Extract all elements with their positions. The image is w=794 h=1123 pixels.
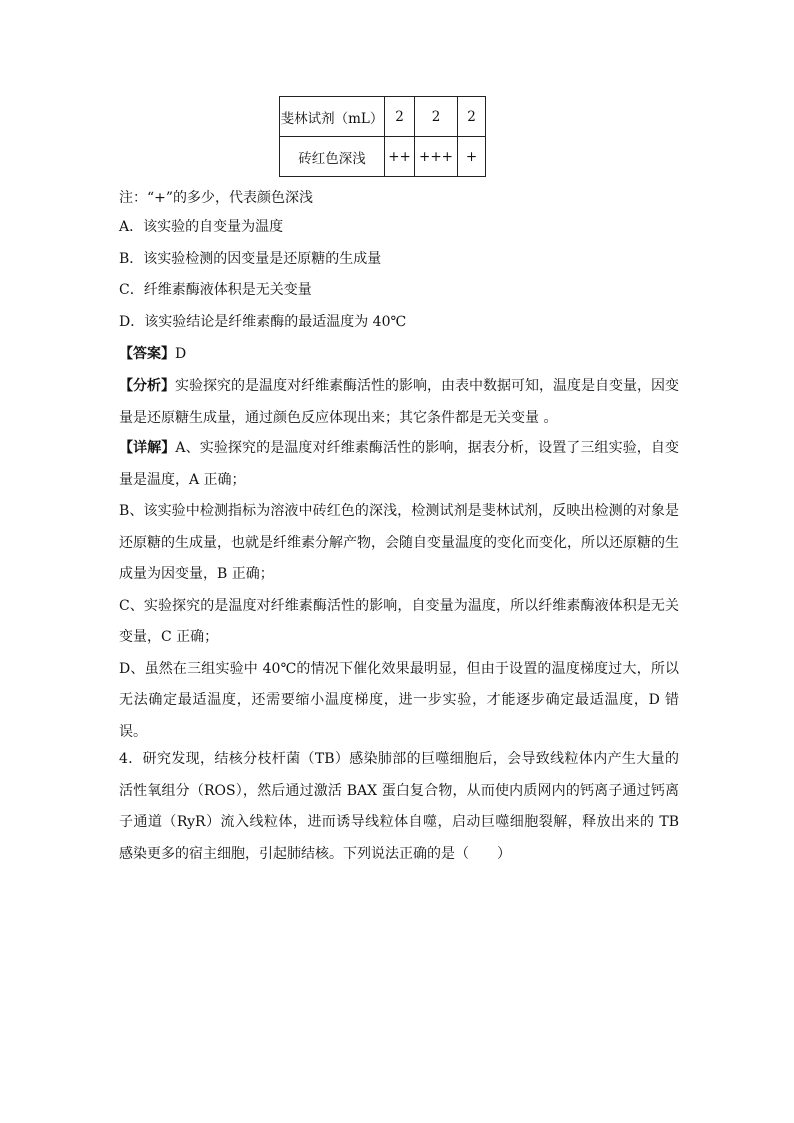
table-row [280,137,486,177]
detail-tag: 【详解】 [119,440,176,456]
question-text: 4．研究发现，结核分枝杆菌（TB）感染肺部的巨噬细胞后，会导致线粒体内产生大量的活性氧组分（ROS），然后通过激活 BAX 蛋白复合物，从而使内质网内的钙离子通过钙离子通道（RyR）流入线粒体，进而诱导线粒体自噬，启动巨噬细胞裂解，释放出来的 TB 感染更多的宿主细胞，引起肺结核。下列说法正确的是（ ） [119,751,679,862]
option-c: C．纤维素酶液体积是无关变量 [119,282,312,298]
answer-options [119,212,679,338]
table-cell: + [458,137,486,177]
answer-tag: 【答案】 [119,346,175,362]
detail-paragraph-d: D、虽然在三组实验中 40℃的情况下催化效果最明显，但由于设置的温度梯度过大，所以无法确定最适温度，还需要缩小温度梯度，进一步实验，才能逐步确定最适温度，D 错误。 [119,660,679,740]
table-note: 注：“+”的多少，代表颜色深浅 [119,190,314,206]
detail-paragraph-a [119,433,679,496]
experiment-table [279,96,486,177]
analysis-paragraph [119,371,679,434]
option-b: B．该实验检测的因变量是还原糖的生成量 [119,250,382,267]
table-row [280,97,486,137]
answer-line [119,338,679,370]
row-label: 斐林试剂（mL） [280,97,385,137]
option-a: A．该实验的自变量为温度 [119,219,284,235]
row-label: 砖红色深浅 [280,137,385,177]
option-d: D．该实验结论是纤维素酶的最适温度为 40℃ [119,313,407,330]
analysis-text: 实验探究的是温度对纤维素酶活性的影响，由表中数据可知，温度是自变量，因变量是还原糖生成量，通过颜色反应体现出来；其它条件都是无关变量 。 [119,378,679,426]
analysis-tag: 【分析】 [119,378,175,394]
question-4 [119,744,679,870]
detail-text-a: A、实验探究的是温度对纤维素酶活性的影响，据表分析，设置了三组实验，自变量是温度，A 正确； [119,440,680,488]
table-cell: 2 [385,97,415,137]
detail-paragraph-c: C、实验探究的是温度对纤维素酶活性的影响，自变量为温度，所以纤维素酶液体积是无关变量，C 正确； [119,597,679,645]
table-cell: 2 [415,97,458,137]
analysis-section [119,371,679,434]
detail-section [119,433,679,748]
table-cell: +++ [415,137,458,177]
answer-value: D [175,346,187,362]
table-cell: 2 [458,97,486,137]
table-cell: ++ [385,137,415,177]
detail-paragraph-b: B、该实验中检测指标为溶液中砖红色的深浅，检测试剂是斐林试剂，反映出检测的对象是还原糖的生成量，也就是纤维素分解产物，会随自变量温度的变化而变化，所以还原糖的生成量为因变量，B 正确； [119,503,679,582]
